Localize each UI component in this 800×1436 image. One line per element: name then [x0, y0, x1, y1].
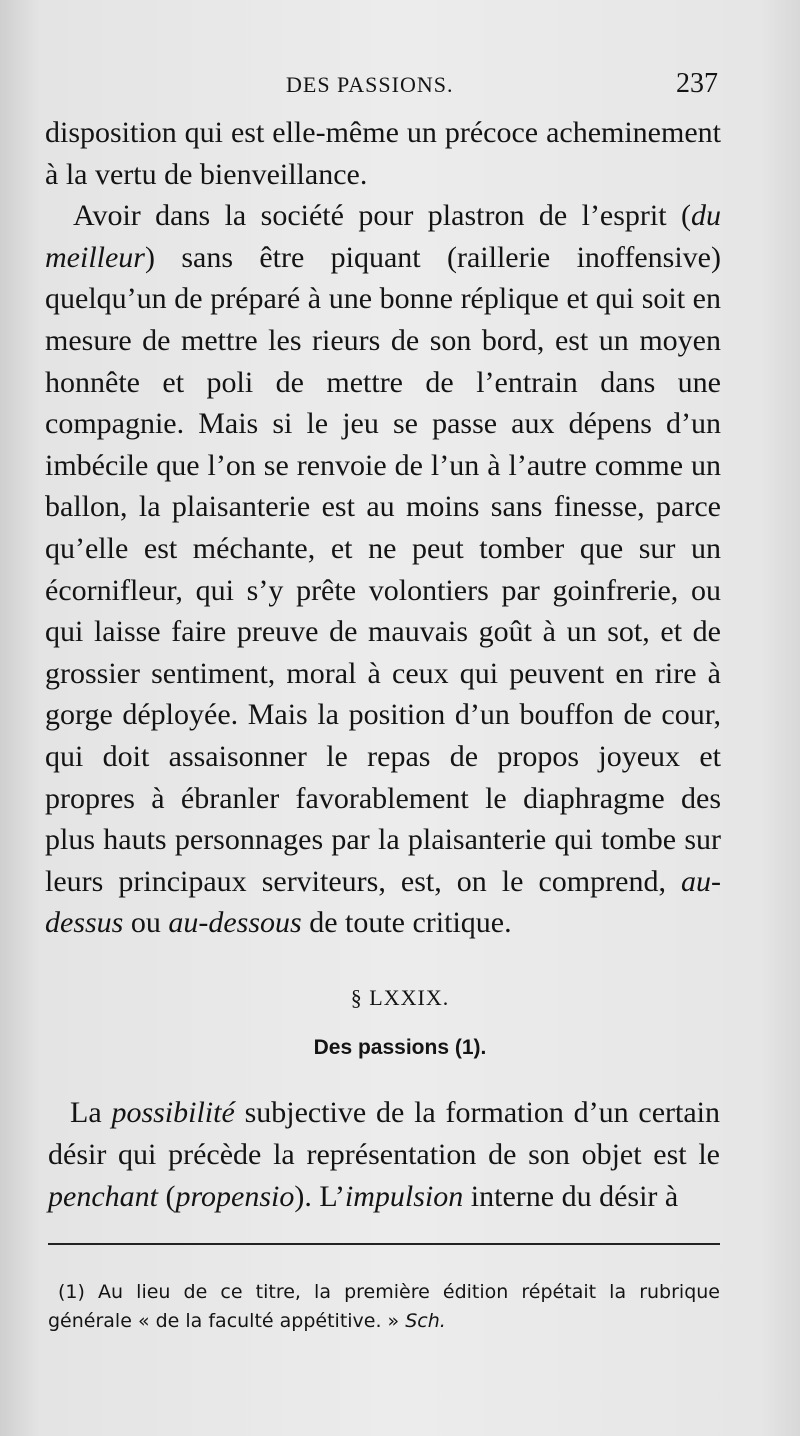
italic-run: au-dessus [45, 864, 721, 940]
text-run: de toute critique. [301, 906, 512, 940]
section-title [0, 1036, 800, 1060]
footnote [48, 1278, 720, 1336]
text-run: interne du désir à [463, 1180, 679, 1213]
text-run: subjective de la formation d’un certain désir qui précède la représentation de son objet est le [48, 1096, 720, 1171]
italic-run: impulsion [344, 1180, 464, 1213]
text-run: ) sans être piquant (raillerie inoffensive) quelqu’un de préparé à une bonne réplique et qui soit en mesure de mettre les rieurs de son bord, est un moyen honnête et poli de mettre de l’entrain dans une compagnie. Mais si le jeu se passe aux dépens d’un imbécile que l’on se renvoie de l’un à l’autre comme un ballon, la plaisanterie est au moins sans finesse, parce qu’elle est méchante, et ne peut tomber que sur un écornifleur, qui s’y prête volontiers par goinfrerie, ou qui laisse faire preuve de mauvais goût à un sot, et de grossier sentiment, moral à ceux qui peuvent en rire à gorge déployée. Mais la position d’un bouffon de cour, qui doit assaisonner le repas de propos joyeux et propres à ébranler favorablement le diaphragme des plus hauts personnages par la plaisanterie qui tombe sur leurs principaux serviteurs, est, on le comprend, [45, 240, 721, 898]
text-run: ( [157, 1180, 176, 1213]
running-title: DES PASSIONS. [286, 72, 454, 97]
section-text [48, 1092, 720, 1218]
section-number: § LXXIX. [350, 985, 450, 1010]
italic-run: penchant [48, 1180, 158, 1213]
text-run: ou [123, 906, 169, 940]
text-run: La [70, 1096, 112, 1129]
italic-run: possibilité [111, 1096, 235, 1129]
text-run: Avoir dans la société pour plastron de l’esprit ( [73, 199, 691, 233]
italic-run: du meilleur [45, 199, 721, 274]
page-number: 237 [676, 68, 718, 99]
footnote-divider [48, 1243, 720, 1245]
paragraph-continued: disposition qui est elle-même un précoce acheminement à la vertu de bienveillance. [45, 116, 721, 191]
italic-run: au-dessous [168, 906, 302, 940]
section-title-text: Des passions [313, 1036, 450, 1059]
paragraph-raillerie [45, 195, 721, 944]
footnote-reference: (1). [454, 1036, 487, 1059]
paragraph-passions [48, 1092, 720, 1218]
footnote-signature: Sch. [405, 1310, 446, 1332]
text-run: ). L’ [294, 1180, 345, 1213]
main-text [45, 112, 721, 944]
footnote-text: (1) Au lieu de ce titre, la première édition répétait la rubrique générale « de la faculté appétitive. » [48, 1281, 720, 1332]
page-header [0, 70, 800, 110]
italic-run: propensio [175, 1180, 295, 1213]
